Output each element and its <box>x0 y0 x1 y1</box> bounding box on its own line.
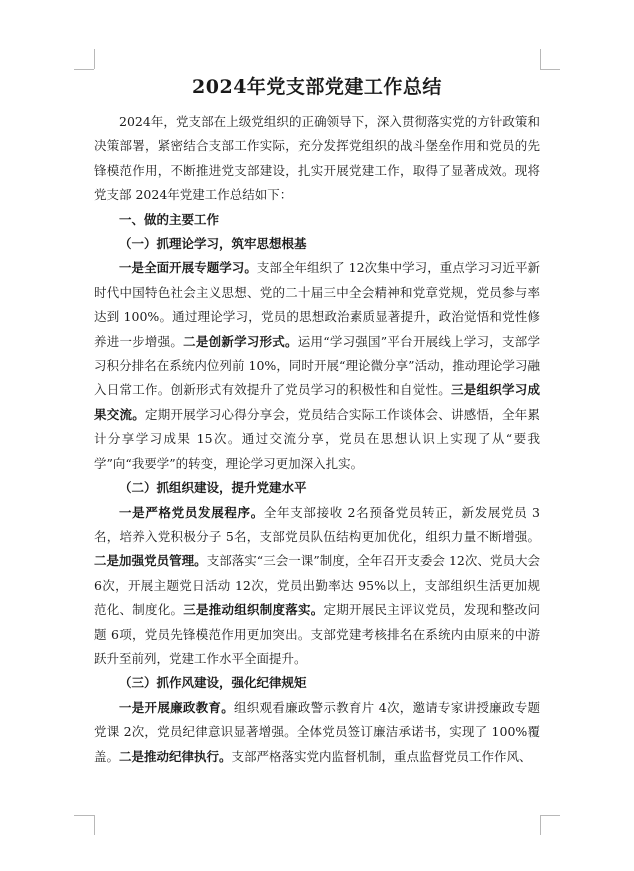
subsection-heading-conduct: （三）抓作风建设，强化纪律规矩 <box>119 675 307 691</box>
crop-mark-bottom-left-h <box>74 815 94 816</box>
point-text: 支部严格落实党内监督机制，重点监督党员工作作风、 <box>231 748 532 764</box>
crop-mark-top-left-v <box>94 49 95 69</box>
crop-mark-top-right-v <box>540 49 541 69</box>
subsection-heading-theory-study: （一）抓理论学习，筑牢思想根基 <box>119 236 307 252</box>
crop-mark-top-left-h <box>74 69 94 70</box>
point-label: 三是推动组织制度落实。 <box>183 602 324 618</box>
paragraph-theory-study <box>94 256 540 476</box>
subsection-heading-organization: （二）抓组织建设，提升党建水平 <box>119 480 307 496</box>
point-text: 运用“学习强国”平台开展线上学习，支部学习积分排名在系统内位列前 10%，同时开展“理论微分享”活动，推动理论学习融入日常工作。创新形式有效提升了党员学习的积极性和自觉性。 <box>94 333 540 398</box>
crop-mark-bottom-right-v <box>540 815 541 835</box>
point-text: 全年支部接收 2名预备党员转正，新发展党员 3名，培养入党积极分子 5名，支部党员队伍结构更加优化，组织力量不断增强。 <box>94 504 540 544</box>
point-text: 支部全年组织了 12次集中学习，重点学习习近平新时代中国特色社会主义思想、党的二十届三中全会精神和党章党规，党员参与率达到 100%。通过理论学习，党员的思想政治素质显著提升，政治觉悟和党性修养进一步增强。 <box>94 260 540 349</box>
intro-paragraph: 2024年，党支部在上级党组织的正确领导下，深入贯彻落实党的方针政策和决策部署，紧密结合支部工作实际，充分发挥党组织的战斗堡垒作用和党员的先锋模范作用，不断推进党支部建设，扎实开展党建工作，取得了显著成效。现将党支部 2024年党建工作总结如下： <box>94 114 540 203</box>
point-label: 二是推动纪律执行。 <box>119 748 232 764</box>
crop-mark-bottom-right-h <box>540 815 560 816</box>
point-label: 二是加强党员管理。 <box>94 553 207 569</box>
document-body <box>94 74 540 769</box>
point-label: 一是开展廉政教育。 <box>119 699 234 715</box>
point-text: 组织观看廉政警示教育片 4次，邀请专家讲授廉政专题党课 2次，党员纪律意识显著增强。全体党员签订廉洁承诺书，实现了 100%覆盖。 <box>94 699 540 764</box>
document-title: 2024年党支部党建工作总结 <box>192 76 442 98</box>
point-text: 支部落实“三会一课”制度，全年召开支委会 12次、党员大会 6次，开展主题党日活动 12次，党员出勤率达 95%以上，支部组织生活更加规范化、制度化。 <box>94 553 540 618</box>
point-label: 二是创新学习形式。 <box>183 333 298 349</box>
paragraph-conduct <box>94 696 540 769</box>
point-label: 一是全面开展专题学习。 <box>119 260 257 276</box>
point-text: 定期开展学习心得分享会，党员结合实际工作谈体会、讲感悟，全年累计分享学习成果 15次。通过交流分享，党员在思想认识上实现了从“要我学”向“我要学”的转变，理论学习更加深入扎实。 <box>94 406 540 471</box>
crop-mark-top-right-h <box>540 69 560 70</box>
point-label: 三是组织学习成果交流。 <box>94 382 540 422</box>
section-heading-main-work: 一、做的主要工作 <box>119 211 220 227</box>
point-label: 一是严格党员发展程序。 <box>119 504 264 520</box>
crop-mark-bottom-left-v <box>94 815 95 835</box>
point-text: 定期开展民主评议党员，发现和整改问题 6项，党员先锋模范作用更加突出。支部党建考核排名在系统内由原来的中游跃升至前列，党建工作水平全面提升。 <box>94 602 540 666</box>
paragraph-organization <box>94 501 540 672</box>
